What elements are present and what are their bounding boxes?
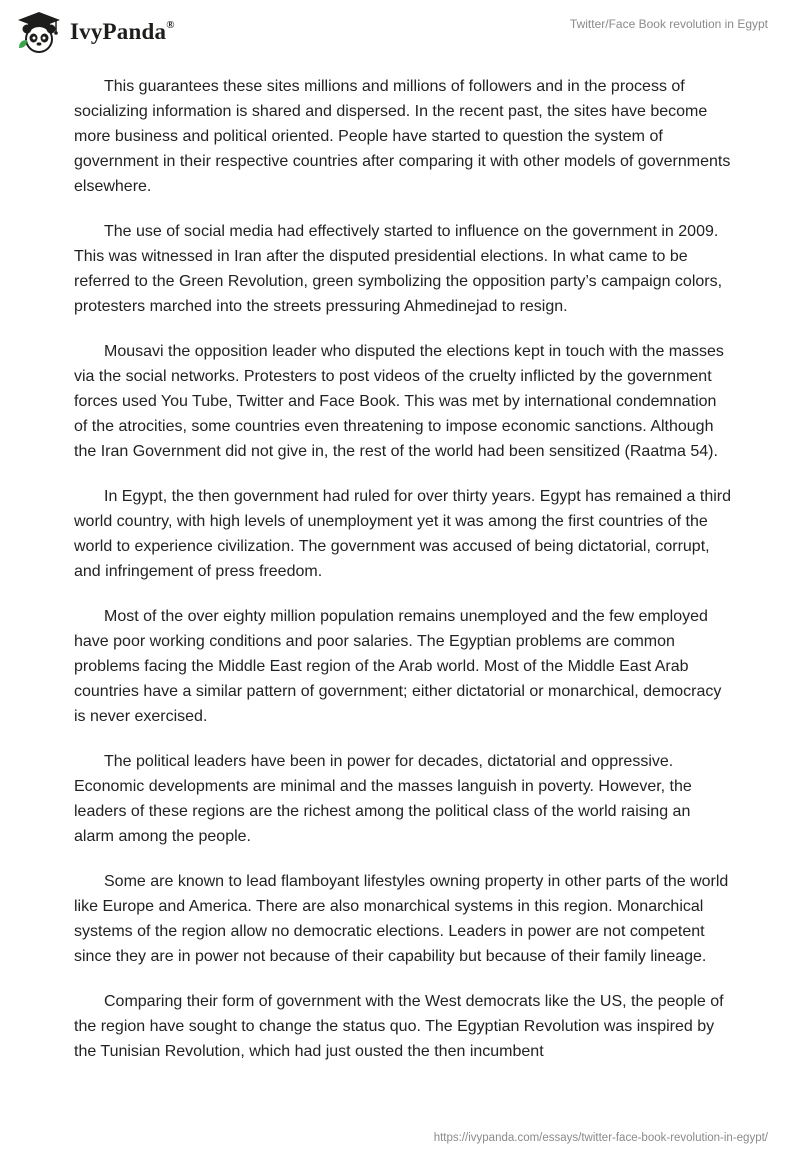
paragraph: The political leaders have been in power for decades, dictatorial and oppressive. Economic developments are minimal and the masses languish in poverty. However, the leaders of these regions are the richest among the political class of the world raising an alarm among the people. (74, 753, 692, 845)
page-header (0, 0, 800, 64)
brand-logo[interactable] (16, 10, 175, 54)
document-title: Twitter/Face Book revolution in Egypt (569, 17, 768, 31)
panda-graduation-cap-icon (16, 10, 62, 54)
paragraph: Mousavi the opposition leader who disputed the elections kept in touch with the masses via the social networks. Protesters to post videos of the cruelty inflicted by the government forces used You Tube, Twitter and Face Book. This was met by international condemnation of the atrocities, some countries even threatening to impose economic sanctions. Although the Iran Government did not give in, the rest of the world had been sensitized (Raatma 54). (74, 343, 724, 460)
brand-name: IvyPanda® (70, 19, 175, 44)
paragraph: In Egypt, the then government had ruled for over thirty years. Egypt has remained a third world country, with high levels of unemployment yet it was among the first countries of the world to experience civilization. The government was accused of being dictatorial, corrupt, and infringement of press freedom. (74, 488, 732, 580)
paragraph: This guarantees these sites millions and millions of followers and in the process of socializing information is shared and dispersed. In the recent past, the sites have become more business and political oriented. People have started to question the system of government in their respective countries after comparing it with other models of governments elsewhere. (74, 78, 731, 195)
paragraph: Comparing their form of government with the West democrats like the US, the people of the region have sought to change the status quo. The Egyptian Revolution was inspired by the Tunisian Revolution, which had just ousted the then incumbent (74, 993, 724, 1060)
paragraph: Some are known to lead flamboyant lifestyles owning property in other parts of the world like Europe and America. There are also monarchical systems in this region. Monarchical systems of the region allow no democratic elections. Leaders in power are not competent since they are in power not because of their capability but because of their family lineage. (74, 873, 729, 965)
source-url[interactable]: https://ivypanda.com/essays/twitter-face-book-revolution-in-egypt/ (433, 1132, 768, 1144)
paragraph: The use of social media had effectively started to influence on the government in 2009. This was witnessed in Iran after the disputed presidential elections. In what came to be referred to the Green Revolution, green symbolizing the opposition party’s campaign colors, protesters marched into the streets pressuring Ahmedinejad to resign. (74, 223, 723, 315)
essay-body (74, 74, 734, 1084)
paragraph: Most of the over eighty million population remains unemployed and the few employed have poor working conditions and poor salaries. The Egyptian problems are common problems facing the Middle East region of the Arab world. Most of the Middle East Arab countries have a similar pattern of government; either dictatorial or monarchical, democracy is never exercised. (74, 608, 722, 725)
